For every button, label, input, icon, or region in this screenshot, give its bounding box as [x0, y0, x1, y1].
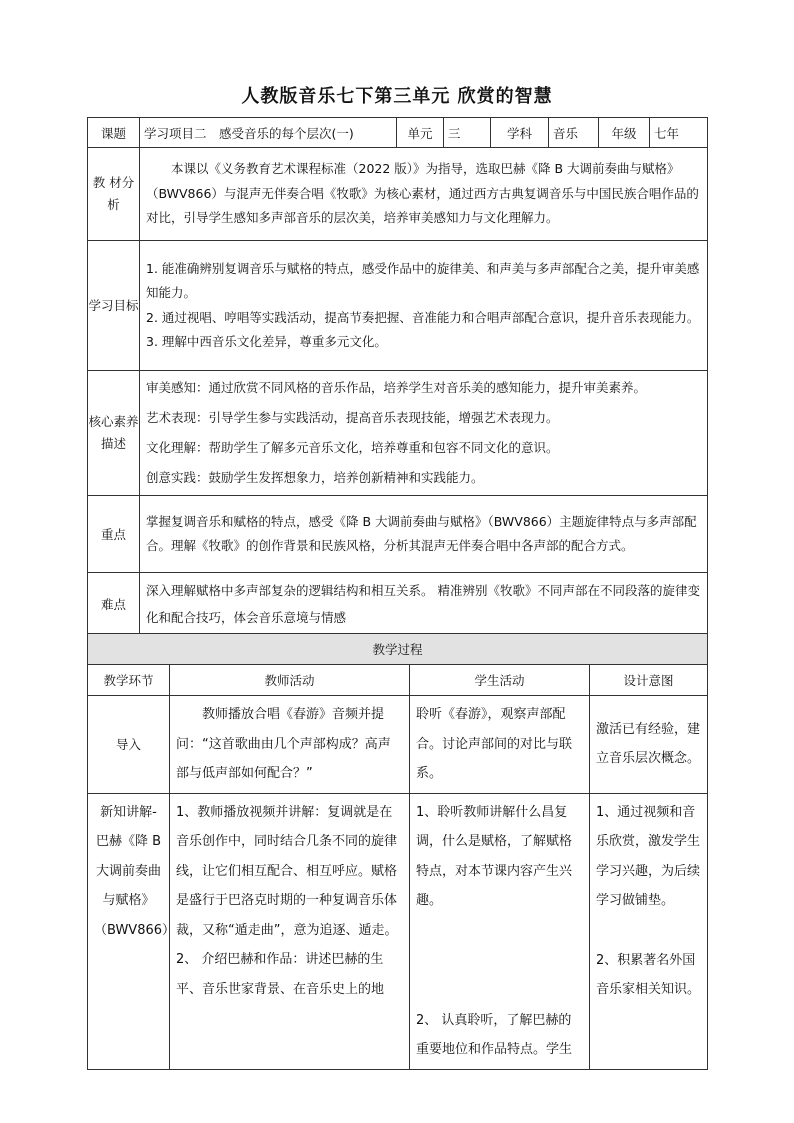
goals-list — [140, 241, 708, 371]
key-label: 重点 — [88, 496, 140, 573]
student-activity-new — [410, 793, 590, 1069]
document-title: 人教版音乐七下第三单元 欣赏的智慧 — [241, 86, 553, 107]
grade-value: 七年 — [650, 118, 708, 148]
goals-label: 学习目标 — [88, 241, 140, 371]
header-intent: 设计意图 — [590, 665, 708, 696]
lesson-info-table — [87, 117, 708, 635]
header-teacher: 教师活动 — [170, 665, 410, 696]
student-activity-item: 1、聆听教师讲解什么昌复调，什么是赋格，了解赋格特点，对本节课内容产生兴趣。 — [416, 804, 573, 908]
teacher-activity-item: 2、 介绍巴赫和作品：讲述巴赫的生平、音乐世家背景、在音乐史上的地 — [176, 952, 385, 997]
subject-label: 学科 — [491, 118, 549, 148]
unit-value: 三 — [444, 118, 491, 148]
header-stage: 教学环节 — [88, 665, 170, 696]
teacher-activity-new — [170, 793, 410, 1069]
stage-intro: 导入 — [88, 696, 170, 794]
subject-value: 音乐 — [549, 118, 599, 148]
process-section-title: 教学过程 — [88, 634, 708, 665]
student-activity-item: 2、 认真聆听，了解巴赫的重要地位和作品特点。学生 — [416, 1012, 573, 1057]
literacy-item: 文化理解：帮助学生了解多元音乐文化，培养尊重和包容不同文化的意识。 — [146, 440, 559, 455]
difficulty-label: 难点 — [88, 573, 140, 635]
student-activity-intro: 聆听《春游》，观察声部配合。讨论声部间的对比与联系。 — [410, 696, 590, 794]
design-intent-new — [590, 793, 708, 1069]
literacy-item: 创意实践：鼓励学生发挥想象力，培养创新精神和实践能力。 — [146, 470, 484, 485]
design-intent-item: 1、通过视频和音乐欣赏，激发学生学习兴趣，为后续学习做铺垫。 — [596, 804, 701, 908]
stage-new-knowledge: 新知讲解-巴赫《降 B 大调前奏曲与赋格》（BWV866） — [88, 793, 170, 1069]
literacy-item: 审美感知：通过欣赏不同风格的音乐作品，培养学生对音乐美的感知能力，提升审美素养。 — [146, 380, 647, 395]
literacy-item: 艺术表现：引导学生参与实践活动，提高音乐表现技能，增强艺术表现力。 — [146, 410, 559, 425]
key-text: 掌握复调音乐和赋格的特点，感受《降 B 大调前奏曲与赋格》（BWV866）主题旋律特点与多声部配合。理解《牧歌》的创作背景和民族风格，分析其混声无伴奏合唱中各声部的配合方式。 — [140, 496, 708, 573]
literacy-list — [140, 371, 708, 496]
goal-item: 2. 通过视唱、哼唱等实践活动，提高节奏把握、音准能力和合唱声部配合意识，提升音乐表现能力。 — [146, 309, 700, 325]
goal-item: 3. 理解中西音乐文化差异，尊重多元文化。 — [146, 334, 387, 349]
grade-label: 年级 — [599, 118, 650, 148]
design-intent-item: 2、积累著名外国音乐家相关知识。 — [596, 952, 701, 997]
unit-label: 单元 — [397, 118, 444, 148]
teaching-process-table — [87, 633, 708, 1070]
teacher-activity-intro: 教师播放合唱《春游》音频并提问：“这首歌曲由几个声部构成？高声部与低声部如何配合？” — [170, 696, 410, 794]
literacy-label: 核心素养描述 — [88, 371, 140, 496]
analysis-text: 本课以《义务教育艺术课程标准（2022 版）》为指导，选取巴赫《降 B 大调前奏曲与赋格》（BWV866）与混声无伴奏合唱《牧歌》为核心素材，通过西方古典复调音乐与中国民族合唱作品的对比，引导学生感知多声部音乐的层次美，培养审美感知力与文化理解力。 — [140, 148, 708, 241]
teacher-activity-item: 1、教师播放视频并讲解：复调就是在音乐创作中，同时结合几条不同的旋律线，让它们相互配合、相互呼应。赋格是盛行于巴洛克时期的一种复调音乐体裁，又称“遁走曲”，意为追逐、遁走。 — [176, 804, 398, 938]
design-intent-intro: 激活已有经验，建立音乐层次概念。 — [590, 696, 708, 794]
difficulty-text: 深入理解赋格中多声部复杂的逻辑结构和相互关系。 精准辨别《牧歌》不同声部在不同段落的旋律变化和配合技巧，体会音乐意境与情感 — [140, 573, 708, 635]
header-student: 学生活动 — [410, 665, 590, 696]
goal-item: 1. 能准确辨别复调音乐与赋格的特点，感受作品中的旋律美、和声美与多声部配合之美，提升审美感知能力。 — [146, 260, 700, 300]
analysis-label: 教 材分析 — [88, 148, 140, 241]
topic-label: 课题 — [88, 118, 140, 148]
topic-value: 学习项目二 感受音乐的每个层次(一) — [140, 118, 397, 148]
